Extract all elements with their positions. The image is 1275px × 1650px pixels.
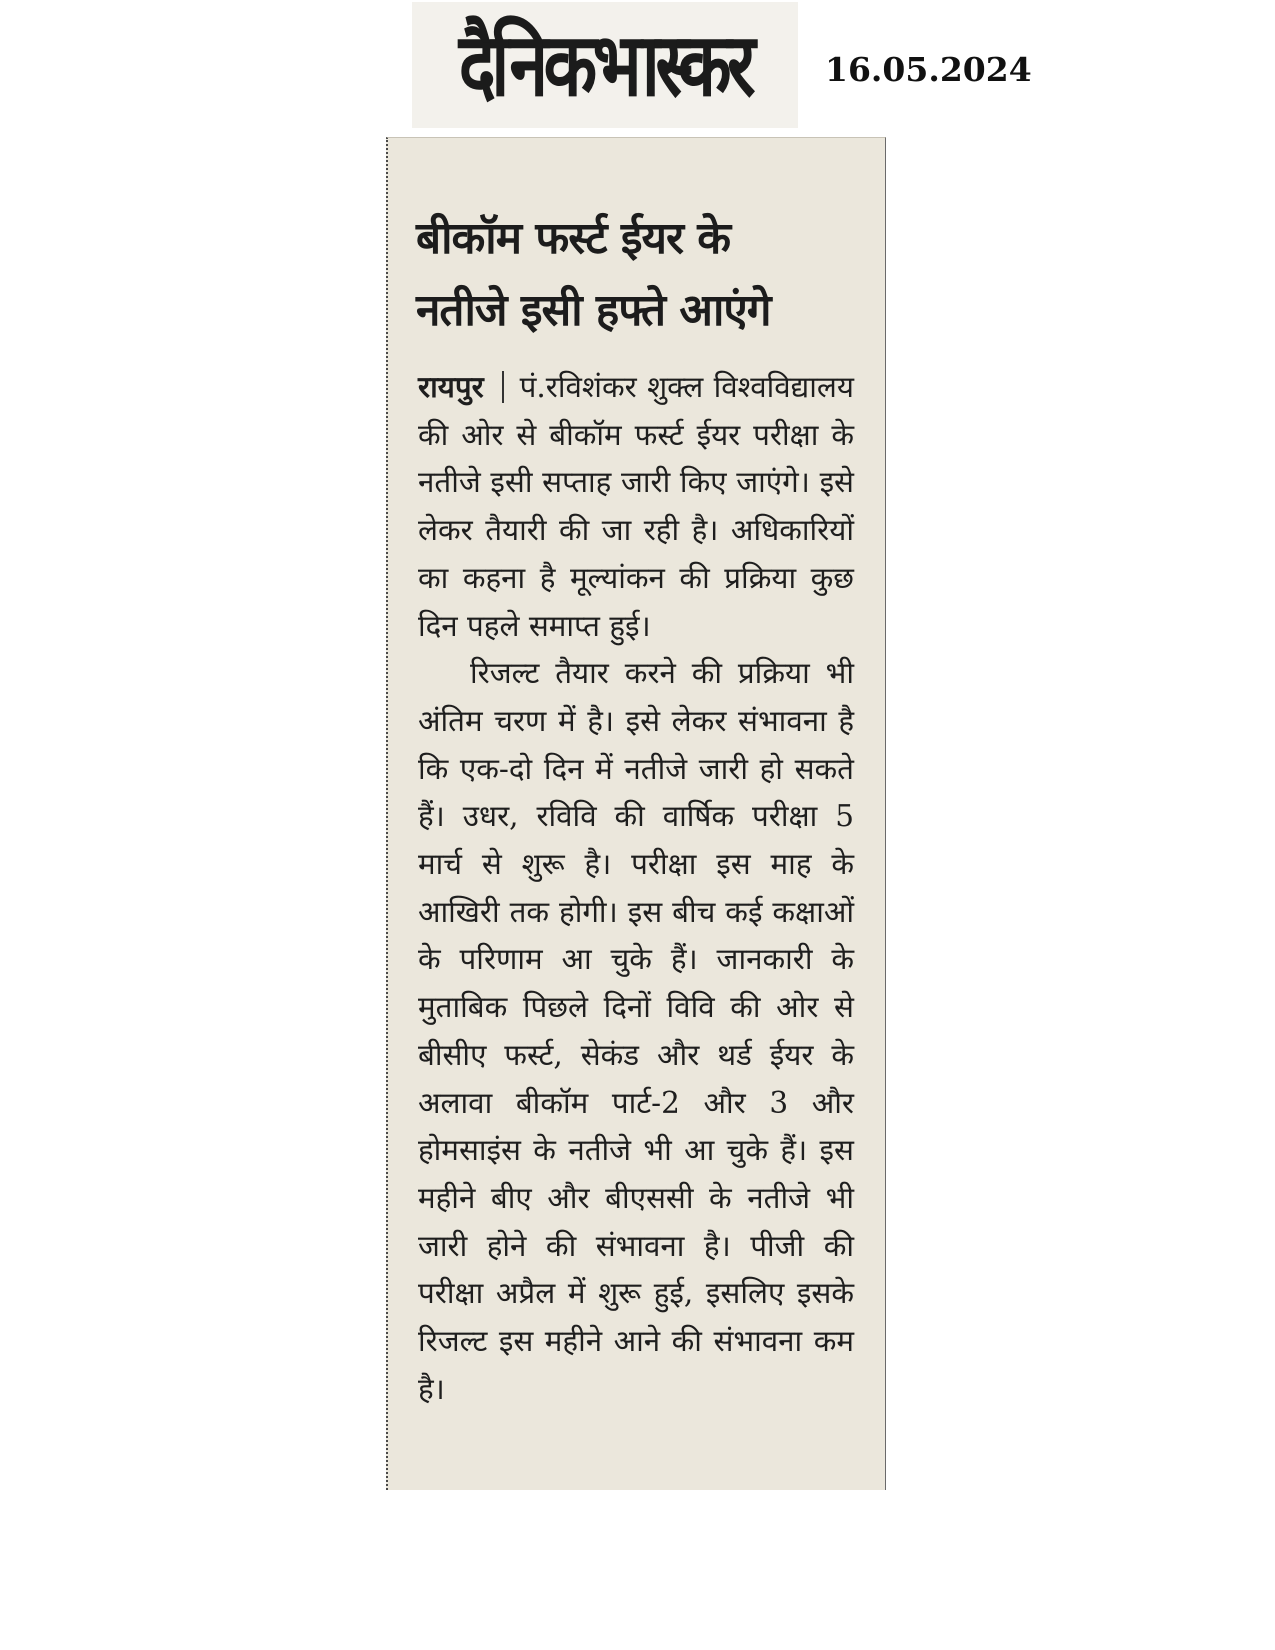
article-headline	[416, 203, 866, 347]
news-clipping	[386, 137, 886, 1490]
newspaper-logo: दैनिकभास्कर	[458, 13, 752, 116]
dateline-separator	[502, 371, 504, 403]
publication-date: 16.05.2024	[825, 50, 1032, 89]
article-body	[418, 363, 854, 1413]
article-paragraph-2: रिजल्ट तैयार करने की प्रक्रिया भी अंतिम चरण में है। इसे लेकर संभावना है कि एक-दो दिन में नतीजे जारी हो सकते हैं। उधर, रविवि की वार्षिक परीक्षा 5 मार्च से शुरू है। परीक्षा इस माह के आखिरी तक होगी। इस बीच कई कक्षाओं के परिणाम आ चुके हैं। जानकारी के मुताबिक पिछले दिनों विवि की ओर से बीसीए फर्स्ट, सेकंड और थर्ड ईयर के अलावा बीकॉम पार्ट-2 और 3 और होमसाइंस के नतीजे भी आ चुके हैं। इस महीने बीए और बीएससी के नतीजे भी जारी होने की संभावना है। पीजी की परीक्षा अप्रैल में शुरू हुई, इसलिए इसके रिजल्ट इस महीने आने की संभावना कम है।	[418, 656, 854, 1406]
article-paragraph-1	[418, 363, 854, 650]
newspaper-masthead	[412, 2, 798, 128]
dateline: रायपुर	[418, 369, 484, 404]
headline-line-1: बीकॉम फर्स्ट ईयर के	[416, 213, 731, 264]
headline-line-2: नतीजे इसी हफ्ते आएंगे	[416, 285, 771, 336]
paragraph-1-text: पं.रविशंकर शुक्ल विश्वविद्यालय की ओर से बीकॉम फर्स्ट ईयर परीक्षा के नतीजे इसी सप्ताह जारी किए जाएंगे। इसे लेकर तैयारी की जा रही है। अधिकारियों का कहना है मूल्यांकन की प्रक्रिया कुछ दिन पहले समाप्त हुई।	[418, 370, 854, 643]
